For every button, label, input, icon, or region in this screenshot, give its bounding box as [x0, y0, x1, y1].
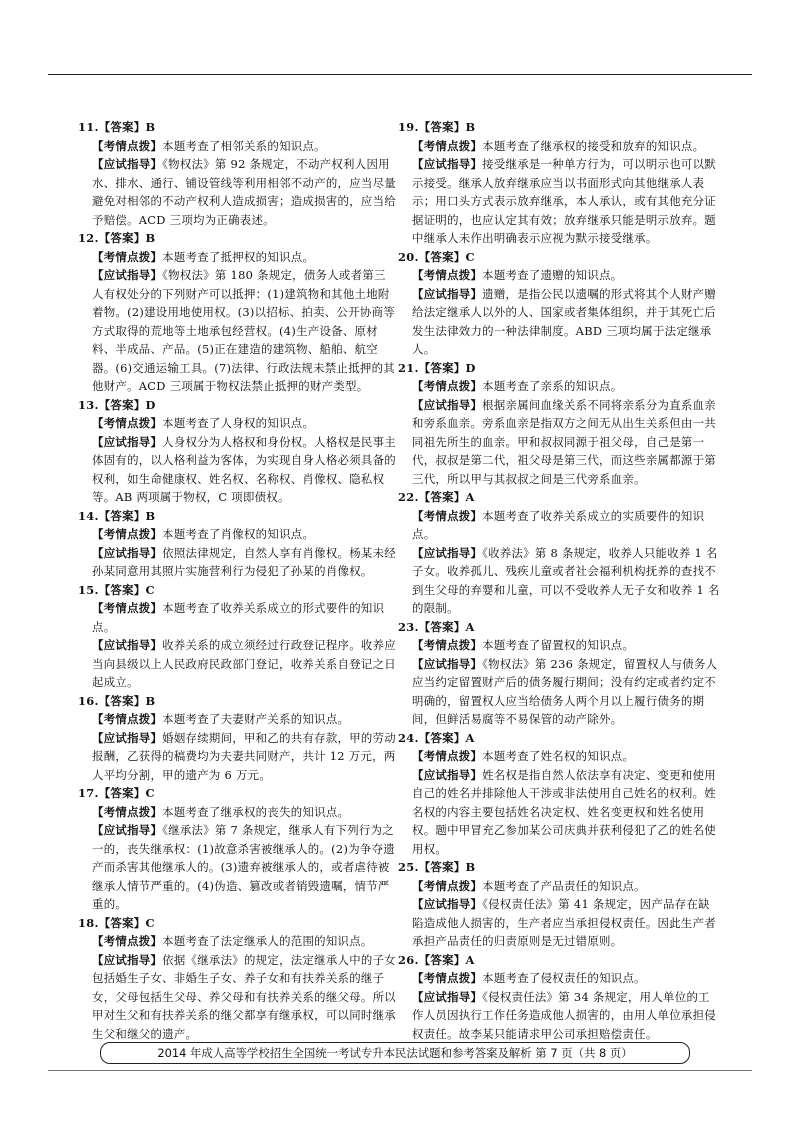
section-tag: 【考情点拨】: [412, 379, 483, 393]
question-item: [78, 507, 396, 581]
answer-line: [78, 507, 396, 526]
explanation-block: [78, 248, 396, 267]
answer-label: 【答案】C: [98, 582, 155, 597]
right-column: [398, 118, 720, 1043]
answer-line: [398, 359, 720, 378]
explanation-text: 接受继承是一种单方行为，可以明示也可以默示接受。继承人放弃继承应当以书面形式向其他继承人表示；用口头方式表示放弃继承，本人承认，或有其他充分证据证明的，也应认定其有效；放弃继承只能是明示放弃。题中继承人未作出明确表示应视为默示接受继承。: [412, 157, 716, 245]
question-number: 11.: [78, 120, 99, 134]
section-tag: 【应试指导】: [92, 268, 163, 282]
explanation-block: [398, 877, 720, 896]
explanation-block: [398, 988, 720, 1044]
answer-line: [78, 396, 396, 415]
answer-label: 【答案】B: [98, 120, 156, 134]
explanation-text: 本题考查了相邻关系的知识点。: [162, 138, 326, 153]
explanation-block: [78, 729, 396, 785]
explanation-block: [398, 895, 720, 951]
explanation-block: [78, 932, 396, 951]
section-tag: 【应试指导】: [92, 545, 163, 560]
question-number: 23.: [398, 619, 419, 634]
explanation-text: 本题考查了夫妻财产关系的知识点。: [162, 712, 350, 726]
question-number: 24.: [398, 730, 419, 745]
section-tag: 【应试指导】: [412, 897, 483, 911]
question-item: [398, 359, 720, 489]
section-tag: 【考情点拨】: [412, 638, 483, 652]
explanation-text: 遗赠，是指公民以遗嘱的形式将其个人财产赠给法定继承人以外的人、国家或者集体组织，并于其死亡后发生法律效力的一种法律制度。ABD 三项均属于法定继承人。: [412, 286, 716, 356]
explanation-text: 本题考查了侵权责任的知识点。: [482, 971, 646, 985]
question-item: [78, 581, 396, 692]
answer-label: 【答案】A: [418, 952, 475, 967]
question-number: 16.: [78, 693, 99, 708]
question-number: 17.: [78, 786, 99, 800]
explanation-text: 本题考查了法定继承人的范围的知识点。: [162, 934, 373, 948]
answer-label: 【答案】C: [98, 915, 155, 930]
explanation-block: [398, 544, 720, 618]
question-item: [78, 229, 396, 396]
explanation-text: 本题考查了抵押权的知识点。: [162, 249, 315, 264]
answer-line: [398, 118, 720, 137]
answer-line: [78, 581, 396, 600]
section-tag: 【应试指导】: [92, 434, 163, 449]
explanation-block: [78, 414, 396, 433]
answer-label: 【答案】C: [98, 786, 155, 800]
section-tag: 【考情点拨】: [92, 416, 163, 430]
explanation-block: [78, 266, 396, 396]
explanation-block: [78, 821, 396, 914]
section-tag: 【应试指导】: [412, 157, 483, 171]
explanation-text: 本题考查了亲系的知识点。: [482, 379, 623, 393]
answer-label: 【答案】D: [98, 397, 156, 412]
answer-label: 【答案】C: [418, 249, 475, 264]
section-tag: 【考情点拨】: [92, 601, 163, 615]
answer-line: [398, 729, 720, 748]
explanation-text: 本题考查了继承权的接受和放弃的知识点。: [482, 138, 705, 153]
question-number: 25.: [398, 860, 419, 874]
answer-line: [78, 118, 396, 137]
answer-line: [78, 784, 396, 803]
explanation-text: 依据《继承法》的规定，法定继承人中的子女包括婚生子女、非婚生子女、养子女和有扶养关系的继子女，父母包括生父母、养父母和有扶养关系的继父母。所以甲对生父和有扶养关系的继父都享有继承权，可以同时继承生父和继父的遗产。: [92, 952, 396, 1041]
answer-line: [398, 488, 720, 507]
section-tag: 【考情点拨】: [412, 878, 483, 893]
answer-line: [78, 692, 396, 711]
answer-label: 【答案】A: [418, 730, 475, 745]
answer-label: 【答案】A: [418, 619, 475, 634]
section-tag: 【考情点拨】: [412, 268, 483, 282]
explanation-block: [78, 803, 396, 822]
section-tag: 【应试指导】: [92, 157, 163, 171]
question-item: [78, 784, 396, 914]
answer-label: 【答案】B: [98, 508, 156, 523]
explanation-text: 本题考查了产品责任的知识点。: [482, 878, 646, 893]
footer-rule: [48, 1070, 752, 1071]
question-item: [78, 396, 396, 507]
left-column: [78, 118, 396, 1043]
answer-line: [78, 229, 396, 248]
section-tag: 【应试指导】: [92, 730, 163, 745]
explanation-text: 《继承法》第 7 条规定，继承人有下列行为之一的，丧失继承权：(1)故意杀害被继承人的。(2)为争夺遗产而杀害其他继承人的。(3)遗弃被继承人的，或者虐待被继承人情节严重的。(4)伪造、篡改或者销毁遗嘱，情节严重的。: [92, 823, 395, 911]
section-tag: 【考情点拨】: [92, 249, 163, 264]
question-number: 20.: [398, 249, 419, 264]
explanation-block: [78, 951, 396, 1044]
explanation-block: [398, 285, 720, 359]
section-tag: 【应试指导】: [412, 767, 483, 782]
answer-label: 【答案】D: [418, 360, 476, 375]
explanation-block: [398, 655, 720, 729]
question-item: [398, 488, 720, 618]
explanation-text: 人身权分为人格权和身份权。人格权是民事主体固有的，以人格利益为客体，为实现自身人格必须具备的权利，如生命健康权、姓名权、名称权、肖像权、隐私权等。AB 两项属于物权，C 项即债权。: [92, 434, 396, 504]
explanation-block: [78, 155, 396, 229]
question-item: [78, 692, 396, 785]
explanation-text: 本题考查了收养关系成立的实质要件的知识点。: [412, 508, 705, 541]
question-item: [398, 118, 720, 248]
explanation-block: [78, 525, 396, 544]
question-item: [398, 951, 720, 1044]
answer-line: [398, 618, 720, 637]
question-number: 22.: [398, 490, 419, 504]
section-tag: 【考情点拨】: [92, 934, 163, 948]
explanation-block: [398, 266, 720, 285]
question-item: [78, 914, 396, 1044]
explanation-block: [398, 766, 720, 859]
answer-label: 【答案】B: [98, 231, 156, 245]
section-tag: 【应试指导】: [92, 952, 163, 967]
section-tag: 【应试指导】: [412, 286, 483, 301]
section-tag: 【考情点拨】: [92, 712, 163, 726]
answer-label: 【答案】A: [418, 490, 475, 504]
explanation-block: [78, 599, 396, 636]
explanation-block: [398, 969, 720, 988]
page-footer: 2014 年成人高等学校招生全国统一考试专升本民法试题和参考答案及解析 第 7 页（共 8 页）: [100, 1042, 690, 1064]
section-tag: 【应试指导】: [412, 656, 483, 671]
section-tag: 【应试指导】: [412, 397, 483, 412]
explanation-text: 本题考查了肖像权的知识点。: [162, 527, 315, 541]
section-tag: 【考情点拨】: [92, 527, 163, 541]
explanation-text: 本题考查了姓名权的知识点。: [482, 749, 635, 763]
section-tag: 【考情点拨】: [92, 804, 163, 819]
explanation-text: 根据亲属间血缘关系不同将亲系分为直系血亲和旁系血亲。旁系血亲是指双方之间无从出生关系但由一共同祖先所生的血亲。甲和叔叔同源于祖父母，自己是第一代，叔叔是第二代，祖父母是第三代，而这些亲属都源于第三代，所以甲与其叔叔之间是三代旁系血亲。: [412, 397, 716, 486]
explanation-text: 收养关系的成立须经过行政登记程序。收养应当向县级以上人民政府民政部门登记，收养关系自登记之日起成立。: [92, 638, 396, 689]
answer-line: [398, 951, 720, 970]
section-tag: 【应试指导】: [92, 638, 163, 652]
explanation-text: 依照法律规定，自然人享有肖像权。杨某未经孙某同意用其照片实施营利行为侵犯了孙某的肖像权。: [92, 545, 396, 578]
question-number: 15.: [78, 582, 99, 597]
section-tag: 【考情点拨】: [412, 749, 483, 763]
header-rule: [48, 74, 752, 75]
explanation-block: [78, 710, 396, 729]
section-tag: 【应试指导】: [412, 989, 483, 1004]
question-item: [398, 248, 720, 359]
section-tag: 【考情点拨】: [412, 971, 483, 985]
section-tag: 【考情点拨】: [412, 138, 483, 153]
explanation-text: 本题考查了收养关系成立的形式要件的知识点。: [92, 601, 385, 634]
answer-label: 【答案】B: [418, 120, 476, 134]
question-number: 18.: [78, 915, 99, 930]
explanation-block: [78, 636, 396, 692]
explanation-block: [398, 377, 720, 396]
explanation-block: [398, 396, 720, 489]
question-item: [398, 858, 720, 951]
explanation-text: 《物权法》第 236 条规定，留置权人与债务人应当约定留置财产后的债务履行期间；没有约定或者约定不明确的，留置权人应当给债务人两个月以上履行债务的期间，但鲜活易腐等不易保管的动产除外。: [412, 656, 718, 726]
explanation-text: 本题考查了遗赠的知识点。: [482, 268, 623, 282]
explanation-block: [78, 137, 396, 156]
answer-label: 【答案】B: [98, 693, 156, 708]
question-number: 13.: [78, 397, 99, 412]
answer-line: [78, 914, 396, 933]
section-tag: 【考情点拨】: [92, 138, 163, 153]
explanation-block: [398, 155, 720, 248]
question-item: [398, 729, 720, 859]
explanation-text: 姓名权是指自然人依法享有决定、变更和使用自己的姓名并排除他人干涉或非法使用自己姓名的权利。姓名权的内容主要包括姓名决定权、姓名变更权和姓名使用权。题中甲冒充乙参加某公司庆典并获利侵犯了乙的姓名使用权。: [412, 767, 716, 856]
explanation-block: [398, 747, 720, 766]
question-number: 12.: [78, 231, 99, 245]
explanation-text: 《物权法》第 92 条规定，不动产权利人因用水、排水、通行、铺设管线等利用相邻不动产的，应当尽量避免对相邻的不动产权利人造成损害；造成损害的，应当给予赔偿。ACD 三项均为正确表述。: [92, 157, 396, 227]
section-tag: 【考情点拨】: [412, 508, 483, 523]
answer-line: [398, 858, 720, 877]
explanation-text: 本题考查了人身权的知识点。: [162, 416, 315, 430]
answer-label: 【答案】B: [418, 860, 476, 874]
question-item: [78, 118, 396, 229]
explanation-block: [398, 137, 720, 156]
question-item: [398, 618, 720, 729]
explanation-text: 《侵权责任法》第 34 条规定，用人单位的工作人员因执行工作任务造成他人损害的，由用人单位承担侵权责任。故李某只能请求甲公司承担赔偿责任。: [412, 989, 716, 1041]
answer-line: [398, 248, 720, 267]
question-number: 14.: [78, 508, 99, 523]
explanation-text: 《收养法》第 8 条规定，收养人只能收养 1 名子女。收养孤儿、残疾儿童或者社会福利机构抚养的查找不到生父母的弃婴和儿童，可以不受收养人无子女和收养 1 名的限制。: [412, 545, 720, 615]
explanation-block: [78, 433, 396, 507]
explanation-block: [78, 544, 396, 581]
explanation-text: 《侵权责任法》第 41 条规定，因产品存在缺陷造成他人损害的，生产者应当承担侵权责任。因此生产者承担产品责任的归责原则是无过错原则。: [412, 897, 716, 948]
section-tag: 【应试指导】: [92, 823, 163, 837]
explanation-block: [398, 636, 720, 655]
question-number: 21.: [398, 360, 419, 375]
question-number: 19.: [398, 120, 419, 134]
section-tag: 【应试指导】: [412, 545, 483, 560]
explanation-text: 《物权法》第 180 条规定，债务人或者第三人有权处分的下列财产可以抵押：(1)建筑物和其他土地附着物。(2)建设用地使用权。(3)以招标、拍卖、公开协商等方式取得的荒地等土地承包经营权。(4)生产设备、原材料、半成品、产品。(5)正在建造的建筑物、船舶、航空器。(6)交通运输工具。(7)法律、行政法规未禁止抵押的其他财产。ACD 三项属于物权法禁止抵押的财产类型。: [92, 268, 395, 393]
explanation-text: 婚姻存续期间，甲和乙的共有存款，甲的劳动报酬，乙获得的稿费均为夫妻共同财产，共计 12 万元，两人平均分割，甲的遗产为 6 万元。: [92, 730, 396, 782]
question-number: 26.: [398, 952, 419, 967]
explanation-text: 本题考查了留置权的知识点。: [482, 638, 635, 652]
explanation-text: 本题考查了继承权的丧失的知识点。: [162, 804, 350, 819]
explanation-block: [398, 507, 720, 544]
